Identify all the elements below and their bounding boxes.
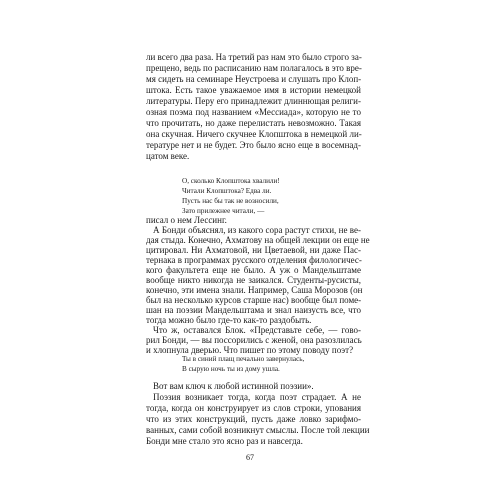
text-line: штока. Есть такое уважаемое имя в истории немецкой (146, 85, 361, 95)
text-line: что из этих конструкций, пусть даже ловко зарифмо- (146, 414, 361, 424)
text-line: тогда, когда он конструирует из слов строки, упования (146, 403, 361, 413)
verse-line: Пусть нас бы так не возносили, (182, 197, 279, 205)
text-line: она скучная. Ничего скучнее Клопштока в немецкой ли- (146, 129, 362, 139)
text-line: шан на поэзии Мандельштама и знал наизусть все, что (146, 305, 361, 315)
text-line: конечно, эти имена знали. Например, Саша Морозов (он (146, 285, 363, 295)
text-line: ли всего два раза. На третий раз нам это было строго за- (146, 52, 362, 62)
page-number: 67 (246, 453, 254, 462)
text-line: литературы. Перу его принадлежит длиннющая религи- (146, 96, 361, 106)
text-line: ванных, сами собой возникнут смыслы. После той лекции (146, 425, 370, 435)
verse-line: В сырую ночь ты из дому ушла. (182, 365, 280, 373)
text-line: Поэзия возникает тогда, когда поэт страдает. А не (153, 392, 361, 402)
text-line: Вот вам ключ к любой истинной поэзии». (153, 381, 314, 391)
text-line: был на несколько курсов старше нас) вообще был поме- (146, 295, 362, 305)
text-line: прещено, ведь по расписанию нам полагалось в это вре- (146, 63, 362, 73)
text-line: Бонди мне стало это ясно раз и навсегда. (146, 436, 303, 446)
verse-line: Зато прилежнее читали, — (182, 207, 265, 215)
text-line: А Бонди объяснял, из какого сора растут стихи, не ве- (153, 225, 361, 235)
text-line: кого факультета еще не было. А уж о Мандельштаме (146, 265, 361, 275)
text-line: дая стыда. Конечно, Ахматову на общей лекции он еще не (146, 235, 370, 245)
text-line: мя сидеть на семинаре Неустроева и слушать про Клоп- (146, 74, 362, 84)
text-line: Что ж, оставался Блок. «Представьте себе, — гово- (153, 325, 361, 335)
text-line: цатом веке. (146, 151, 190, 161)
text-line: писал о нем Лессинг. (146, 215, 227, 225)
text-line: вообще никто никогда не заикался. Студенты-русисты, (146, 275, 361, 285)
text-line: тогда можно было где-то как-то раздобыть. (146, 315, 312, 325)
text-line: и хлопнула дверью. Что пишет по этому поводу поэт? (146, 345, 354, 355)
text-line: тературе нет и не будет. Это было ясно еще в восемнад- (146, 140, 361, 150)
text-line: озная поэма под названием «Мессиада», которую не то (146, 107, 361, 117)
text-line: что прочитать, но даже перелистать невозможно. Такая (146, 118, 361, 128)
verse-line: О, сколько Клопштока хвалили! (182, 177, 280, 185)
text-line: рил Бонди, — вы поссорились с женой, она разозлилась (146, 335, 362, 345)
verse-line: Читали Клопштока? Едва ли. (182, 187, 272, 195)
verse-line: Ты в синий плащ печально завернулась, (182, 355, 305, 363)
text-line: тернака в программах русского отделения филологичес- (146, 255, 362, 265)
text-line: цитировал. Ни Ахматовой, ни Цветаевой, ни даже Пас- (146, 245, 361, 255)
